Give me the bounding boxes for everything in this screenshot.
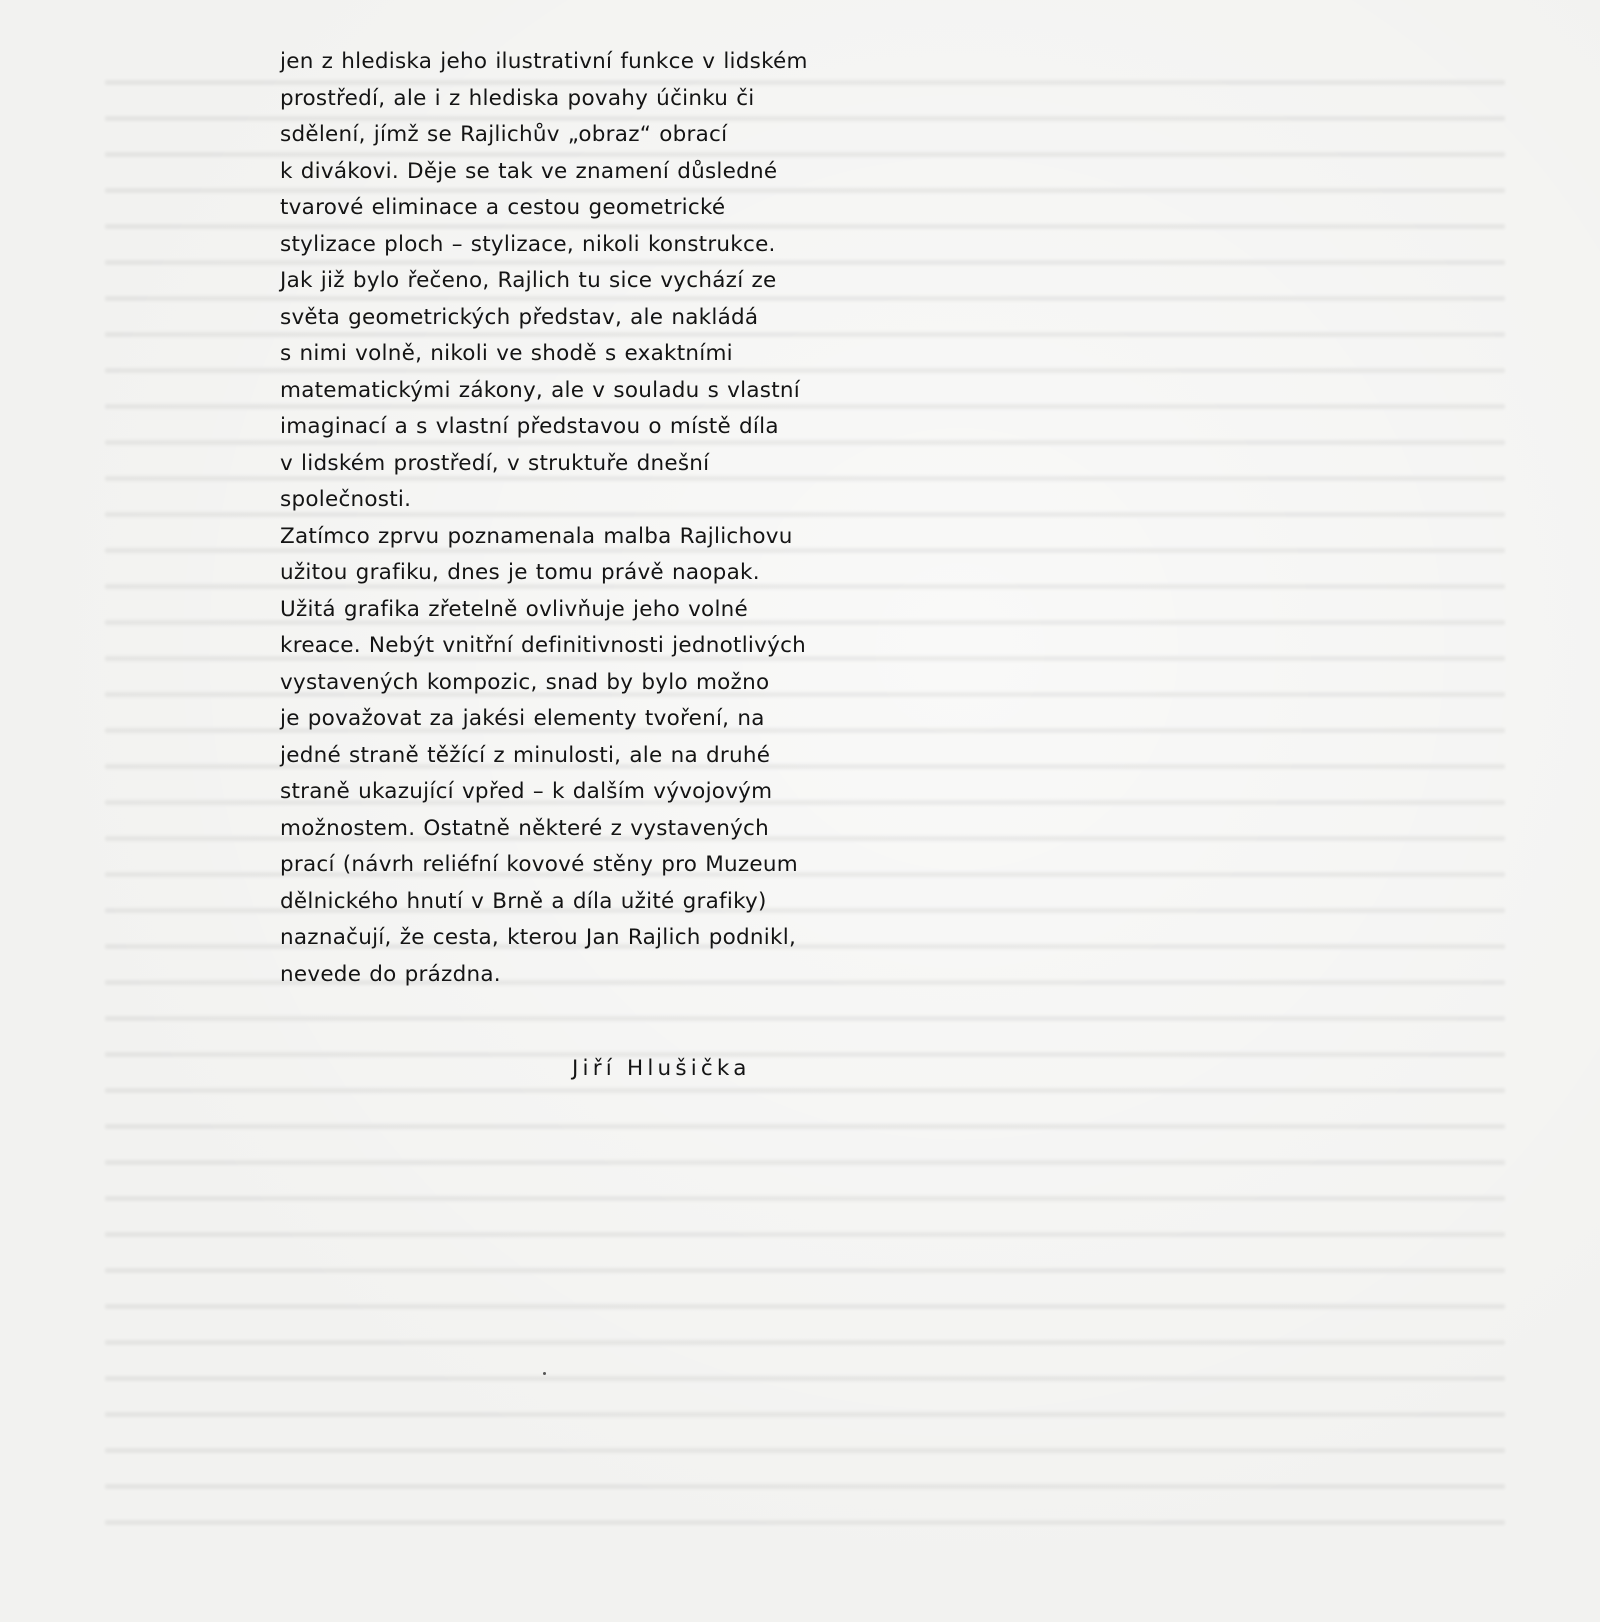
article-body xyxy=(280,44,880,993)
author-signature: Jiří Hlušička xyxy=(572,1056,751,1081)
text-line: stylizace ploch – stylizace, nikoli konstrukce. xyxy=(280,231,776,257)
text-line: Užitá grafika zřetelně ovlivňuje jeho volné xyxy=(280,596,749,622)
text-line: imaginací a s vlastní představou o místě díla xyxy=(280,414,779,439)
text-line: Zatímco zprvu poznamenala malba Rajlichovu xyxy=(280,523,793,549)
paper-speck xyxy=(543,1372,546,1375)
text-line: jedné straně těžící z minulosti, ale na druhé xyxy=(280,742,771,768)
text-line: s nimi volně, nikoli ve shodě s exaktními xyxy=(280,341,733,366)
text-line: kreace. Nebýt vnitřní definitivnosti jednotlivých xyxy=(280,633,807,658)
text-line: vystavených kompozic, snad by bylo možno xyxy=(280,669,770,695)
text-line: je považovat za jakési elementy tvoření, na xyxy=(280,706,765,731)
text-line: dělnického hnutí v Brně a díla užité grafiky) xyxy=(280,888,767,914)
text-line: užitou grafiku, dnes je tomu právě naopak. xyxy=(280,560,760,585)
text-line: společnosti. xyxy=(280,487,412,512)
text-line: nevede do prázdna. xyxy=(280,961,501,987)
text-line: prací (návrh reliéfní kovové stěny pro Muzeum xyxy=(280,852,798,877)
text-line: straně ukazující vpřed – k dalším vývojovým xyxy=(280,779,773,804)
text-line: Jak již bylo řečeno, Rajlich tu sice vychází ze xyxy=(280,268,777,293)
text-line: jen z hlediska jeho ilustrativní funkce v lidském xyxy=(280,49,808,74)
text-line: možnostem. Ostatně některé z vystavených xyxy=(280,815,769,841)
text-line: prostředí, ale i z hlediska povahy účinku či xyxy=(280,85,755,111)
text-line: sdělení, jímž se Rajlichův „obraz“ obrací xyxy=(280,122,728,147)
text-line: matematickými zákony, ale v souladu s vlastní xyxy=(280,377,800,403)
text-line: naznačují, že cesta, kterou Jan Rajlich podnikl, xyxy=(280,925,797,950)
text-line: v lidském prostředí, v struktuře dnešní xyxy=(280,450,710,476)
text-line: k divákovi. Děje se tak ve znamení důsledné xyxy=(280,158,778,184)
text-line: tvarové eliminace a cestou geometrické xyxy=(280,195,726,220)
text-line: světa geometrických představ, ale nakládá xyxy=(280,304,759,330)
